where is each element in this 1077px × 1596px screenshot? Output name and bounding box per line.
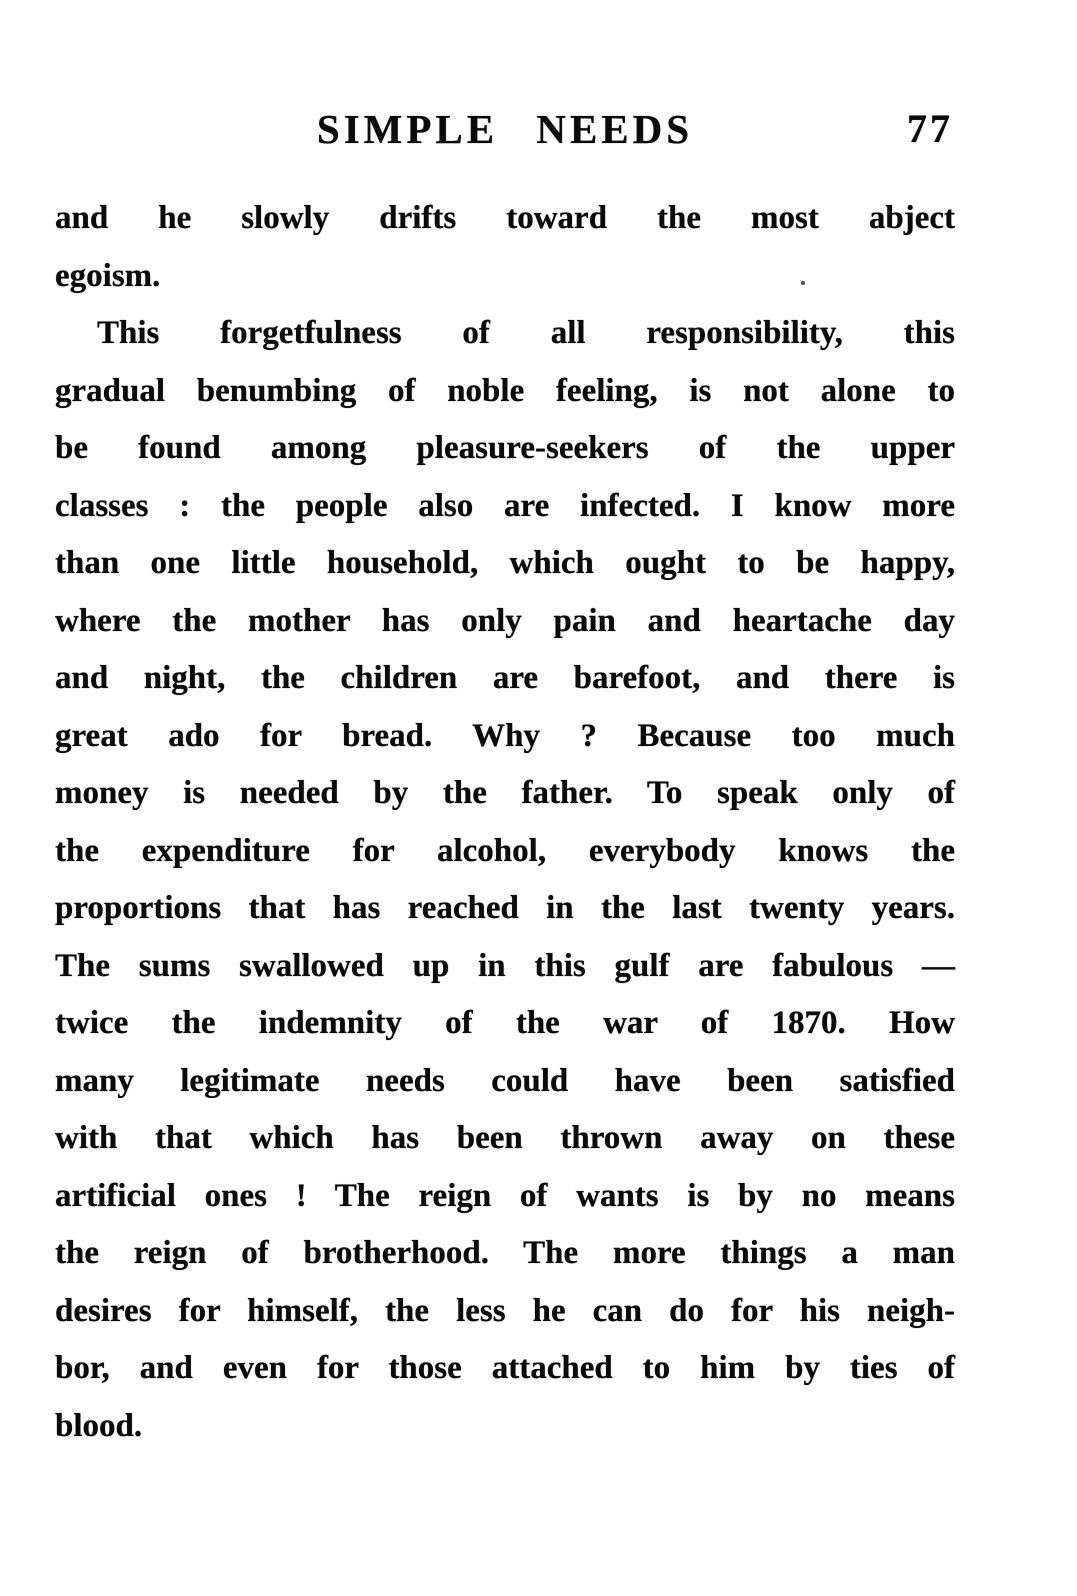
text-line: classes : the people also are infected. I know more (55, 487, 955, 524)
text-line: bor, and even for those attached to him by ties of (55, 1350, 955, 1386)
text-line: artificial ones ! The reign of wants is by no means (55, 1177, 955, 1214)
text-line: gradual benumbing of noble feeling, is not alone to (55, 372, 955, 409)
text-line: with that which has been thrown away on these (55, 1120, 955, 1156)
text-line: proportions that has reached in the last twenty years. (55, 890, 955, 926)
text-line: blood. (55, 1407, 143, 1444)
text-line: desires for himself, the less he can do for his neigh- (55, 1292, 955, 1329)
scan-speck (801, 281, 805, 285)
text-block (55, 190, 955, 1455)
text-line: twice the indemnity of the war of 1870. How (55, 1005, 955, 1041)
text-line: and he slowly drifts toward the most abject (55, 200, 955, 236)
text-line: the reign of brotherhood. The more things a man (55, 1235, 955, 1271)
text-line: and night, the children are barefoot, and there is (55, 660, 955, 696)
page-number: 77 (907, 106, 953, 151)
text-line: the expenditure for alcohol, everybody knows the (55, 832, 955, 869)
text-line: egoism. (55, 257, 161, 294)
text-line: many legitimate needs could have been satisfied (55, 1062, 955, 1099)
running-header (55, 103, 955, 155)
text-line: money is needed by the father. To speak only of (55, 775, 955, 811)
text-line: be found among pleasure-seekers of the upper (55, 430, 955, 466)
text-line: This forgetfulness of all responsibility, this (97, 315, 955, 351)
page-title: SIMPLE NEEDS (316, 106, 694, 152)
text-line: great ado for bread. Why ? Because too much (55, 717, 955, 754)
text-line: where the mother has only pain and heartache day (55, 602, 955, 639)
text-line: than one little household, which ought to be happy, (55, 545, 955, 581)
text-line: The sums swallowed up in this gulf are fabulous — (55, 947, 955, 984)
